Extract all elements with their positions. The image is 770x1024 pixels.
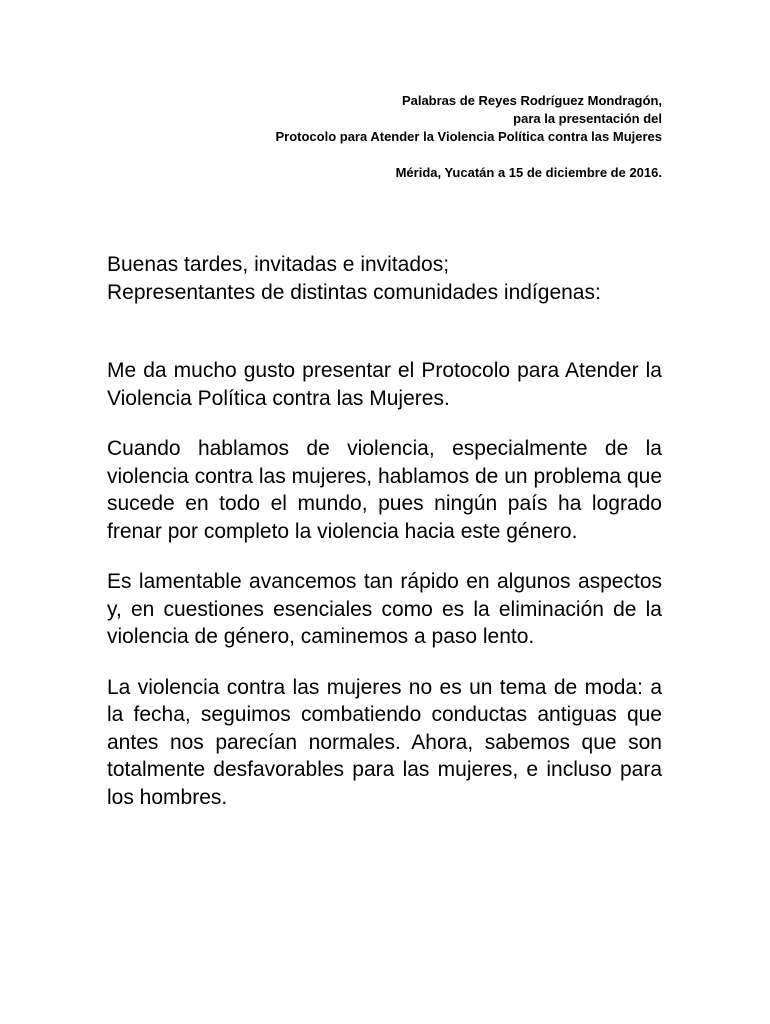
header-line-protocol-title: Protocolo para Atender la Violencia Política contra las Mujeres — [275, 129, 662, 144]
paragraph-1: Me da mucho gusto presentar el Protocolo para Atender la Violencia Política contra las Mujeres. — [107, 359, 662, 410]
speech-header — [107, 92, 662, 182]
header-line-occasion: para la presentación del — [513, 111, 662, 126]
paragraph-3: Es lamentable avancemos tan rápido en algunos aspectos y, en cuestiones esenciales como es la eliminación de la violencia de género, caminemos a paso lento. — [107, 570, 662, 648]
greeting-line-guests: Buenas tardes, invitadas e invitados; — [107, 253, 450, 276]
greeting — [107, 251, 662, 306]
greeting-line-representatives: Representantes de distintas comunidades indígenas: — [107, 280, 601, 304]
header-place-date: Mérida, Yucatán a 15 de diciembre de 2016. — [395, 165, 662, 180]
speech-body — [107, 251, 662, 811]
paragraph-2: Cuando hablamos de violencia, especialmente de la violencia contra las mujeres, hablamos de un problema que sucede en todo el mundo, pues ningún país ha logrado frenar por completo la violencia hacia este género. — [107, 437, 662, 543]
header-line-speaker: Palabras de Reyes Rodríguez Mondragón, — [401, 93, 662, 108]
paragraph-4: La violencia contra las mujeres no es un tema de moda: a la fecha, seguimos combatiendo conductas antiguas que antes nos parecían normales. Ahora, sabemos que son totalmente desfavorables para las mujeres, e incluso para los hombres. — [107, 675, 662, 809]
